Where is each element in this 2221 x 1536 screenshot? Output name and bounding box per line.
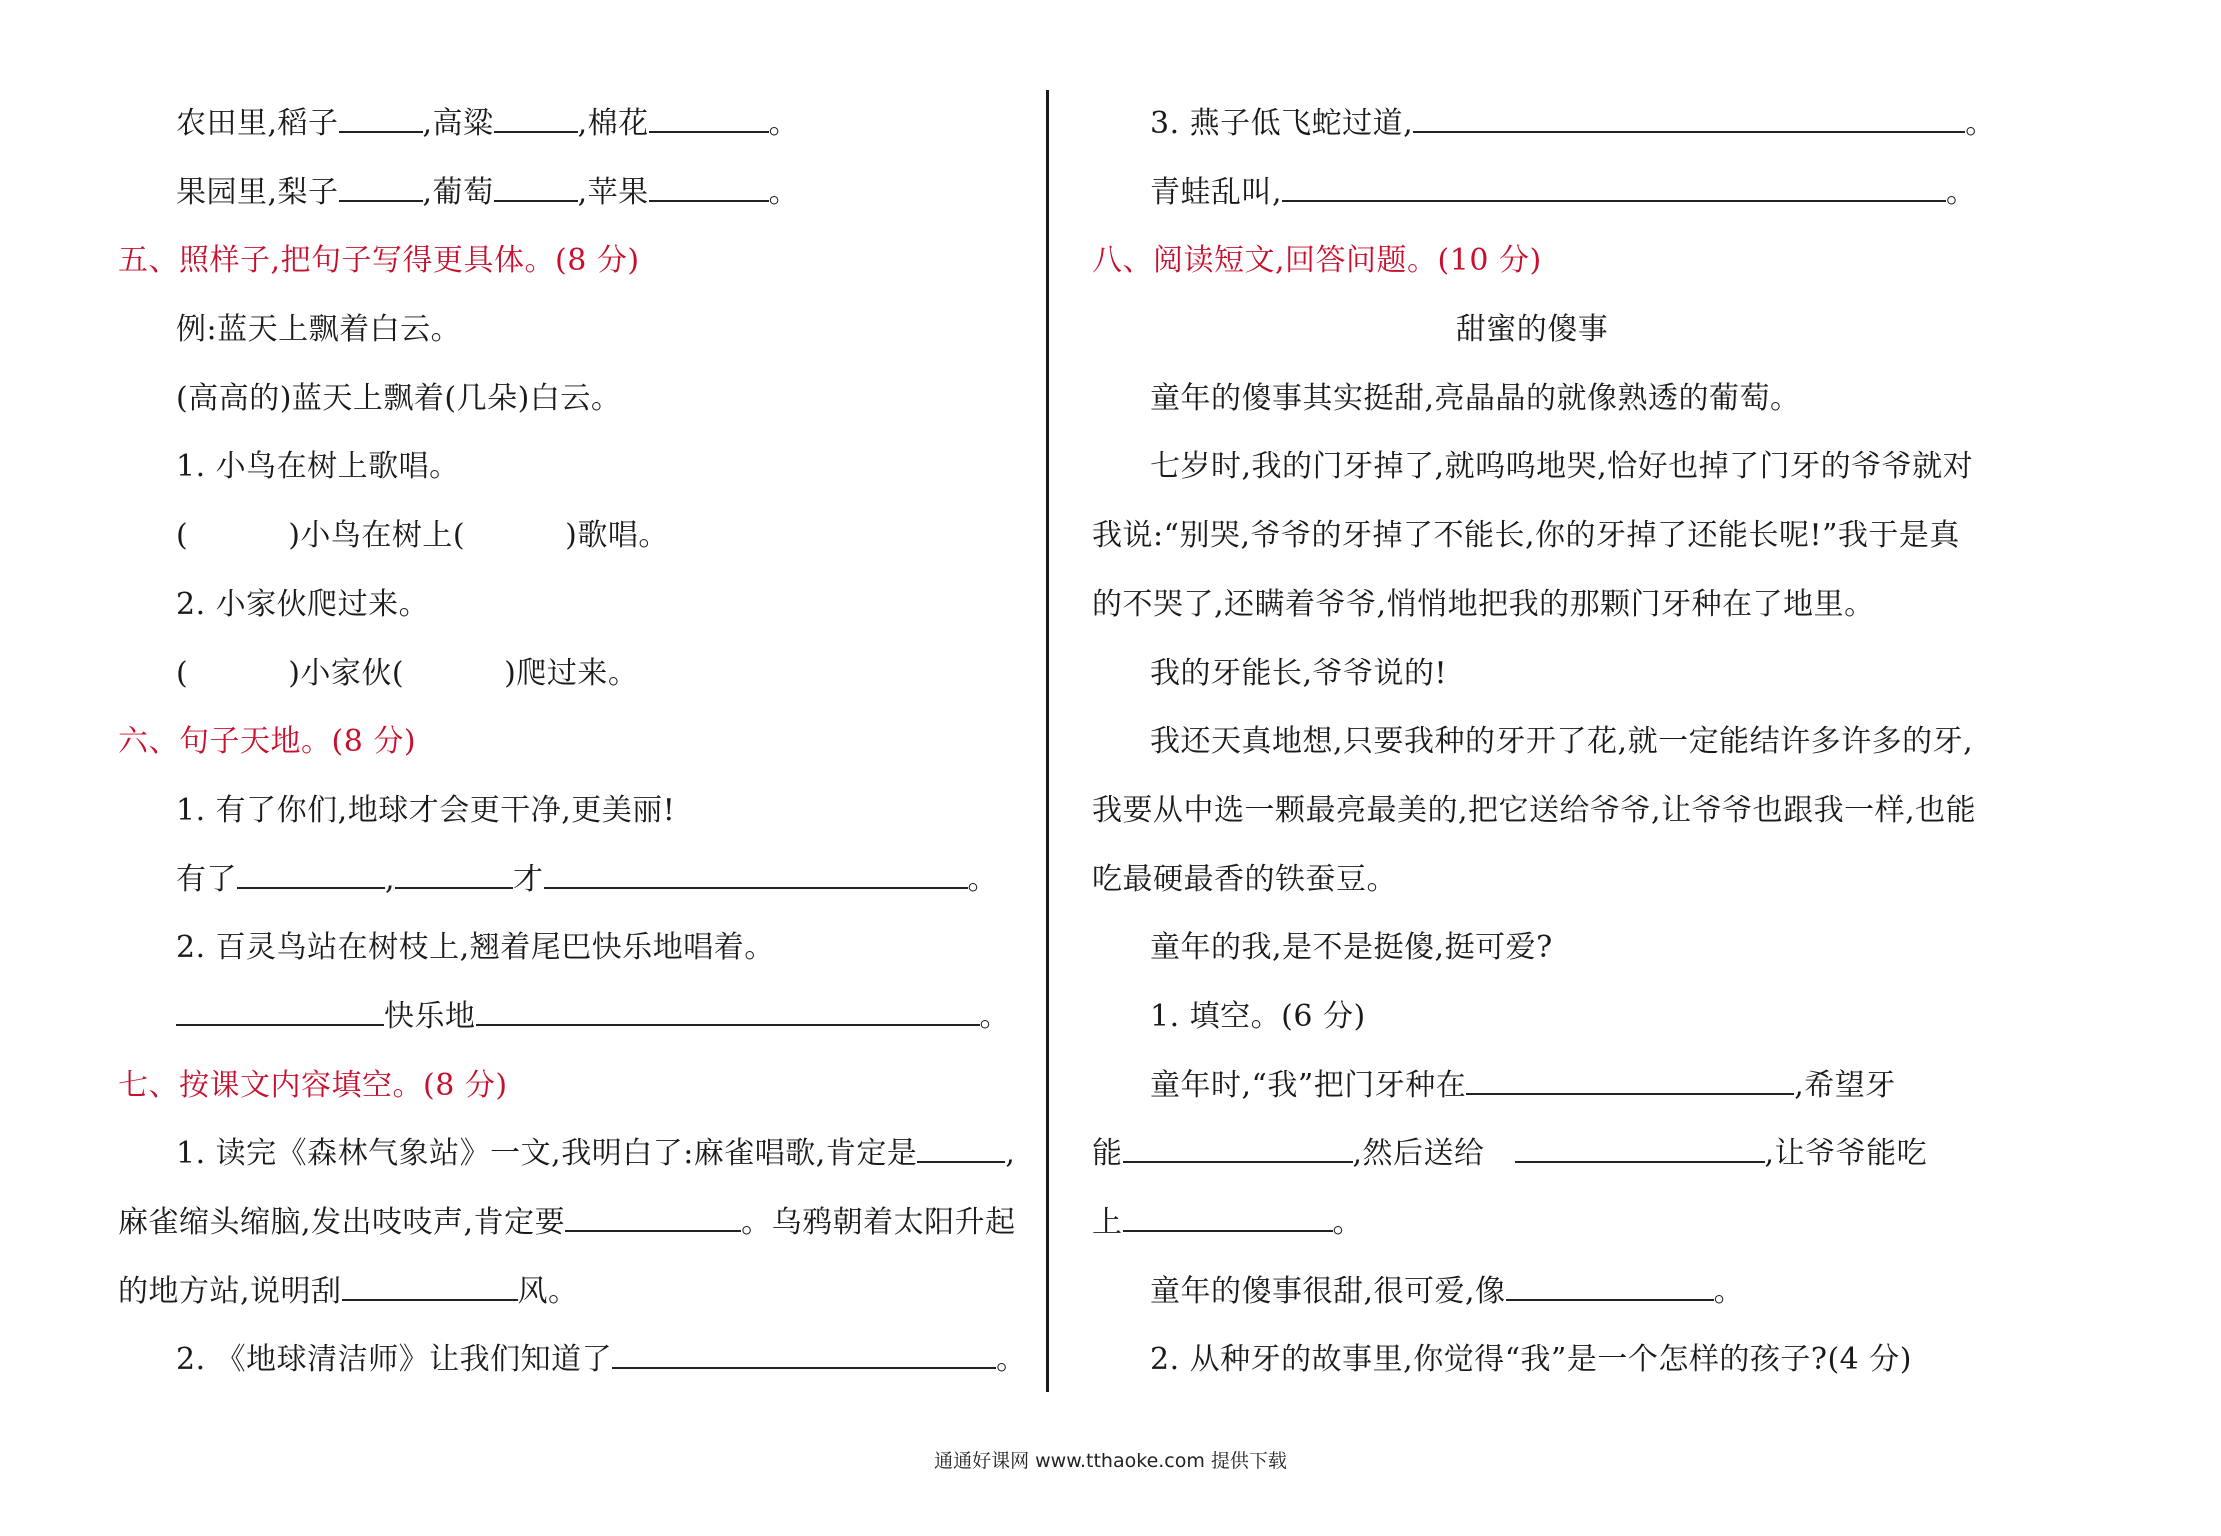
q6-item-2: 2. 百灵鸟站在树枝上,翘着尾巴快乐地唱着。 — [176, 930, 775, 966]
text: 童年的傻事很甜,很可爱,像 — [1150, 1273, 1506, 1309]
blank[interactable] — [237, 861, 385, 889]
blank[interactable] — [917, 1135, 1005, 1163]
text: )小鸟在树上( — [288, 518, 466, 554]
blank[interactable] — [494, 174, 578, 202]
column-divider — [1046, 90, 1049, 1392]
blank[interactable] — [1282, 174, 1946, 202]
text: )小家伙( — [288, 655, 405, 691]
blank[interactable] — [395, 861, 513, 889]
section-7-title: 七、按课文内容填空。(8 分) — [118, 1067, 508, 1103]
text: 麻雀缩头缩脑,发出吱吱声,肯定要 — [118, 1205, 566, 1240]
section-5-title: 五、照样子,把句子写得更具体。(8 分) — [118, 243, 640, 279]
left-column — [118, 90, 1027, 1395]
story-title: 甜蜜的傻事 — [1455, 312, 1609, 348]
blank[interactable] — [1466, 1067, 1794, 1095]
text: 青蛙乱叫, — [1150, 174, 1283, 210]
blank[interactable] — [476, 998, 980, 1026]
blank[interactable] — [1123, 1135, 1353, 1163]
blank[interactable] — [544, 861, 968, 889]
swallow-line — [1092, 90, 1996, 159]
text: 。 — [1713, 1273, 1745, 1309]
q8-item-1-line-4 — [1092, 1258, 1972, 1327]
text: 。 — [1332, 1205, 1363, 1240]
text: )歌唱。 — [565, 518, 669, 554]
q5-item-1-answer — [118, 502, 998, 571]
q5-item-2: 2. 小家伙爬过来。 — [176, 586, 430, 622]
blank[interactable] — [1413, 105, 1965, 133]
q5-item-1: 1. 小鸟在树上歌唱。 — [176, 449, 460, 485]
text: 快乐地 — [384, 998, 476, 1034]
story-paragraph-3: 我的牙能长,爷爷说的! — [1150, 655, 1448, 691]
q8-item-1-line-3 — [1092, 1189, 1972, 1258]
text: ( — [176, 518, 189, 554]
text: ,让爷爷能吃 — [1764, 1136, 1928, 1172]
example-answer: (高高的)蓝天上飘着(几朵)白云。 — [176, 380, 622, 416]
text: ,葡萄 — [422, 174, 494, 210]
blank[interactable] — [339, 174, 423, 202]
q8-item-1-line-2 — [1092, 1120, 1972, 1189]
story-paragraph-2a: 七岁时,我的门牙掉了,就呜呜地哭,恰好也掉了门牙的爷爷就对 — [1150, 449, 1974, 485]
story-paragraph-2c: 的不哭了,还瞒着爷爷,悄悄地把我的那颗门牙种在了地里。 — [1092, 586, 1875, 622]
blank[interactable] — [612, 1341, 996, 1369]
text: 。 — [1965, 106, 1996, 141]
q8-item-1-line-1 — [1092, 1052, 1972, 1121]
orchard-line — [118, 159, 998, 228]
story-paragraph-1: 童年的傻事其实挺甜,亮晶晶的就像熟透的葡萄。 — [1150, 380, 1801, 416]
blank[interactable] — [342, 1273, 518, 1301]
text: 。 — [768, 174, 800, 210]
text: 1. 读完《森林气象站》一文,我明白了:麻雀唱歌,肯定是 — [176, 1136, 918, 1172]
text: , — [385, 861, 396, 897]
story-paragraph-4a: 我还天真地想,只要我种的牙开了花,就一定能结许多许多的牙, — [1150, 724, 1974, 760]
text: 果园里,梨子 — [176, 174, 339, 210]
text: 上 — [1092, 1205, 1123, 1240]
text: 。 — [1946, 174, 1977, 210]
blank[interactable] — [339, 105, 423, 133]
text: 童年时,“我”把门牙种在 — [1150, 1067, 1467, 1103]
blank[interactable] — [649, 174, 769, 202]
story-paragraph-4b: 我要从中选一颗最亮最美的,把它送给爷爷,让爷爷也跟我一样,也能 — [1092, 792, 1977, 828]
blank[interactable] — [1515, 1135, 1765, 1163]
text: 。乌鸦朝着太阳升起 — [741, 1205, 1016, 1240]
story-paragraph-2b: 我说:“别哭,爷爷的牙掉了不能长,你的牙掉了还能长呢!”我于是真 — [1092, 518, 1960, 554]
farmland-line — [118, 90, 998, 159]
text: 。 — [768, 106, 800, 141]
text: 3. 燕子低飞蛇过道, — [1150, 106, 1414, 141]
text: ,苹果 — [577, 174, 649, 210]
section-6-title: 六、句子天地。(8 分) — [118, 724, 417, 760]
q6-item-2-answer — [118, 983, 1010, 1052]
text: 。 — [967, 861, 999, 897]
story-paragraph-5: 童年的我,是不是挺傻,挺可爱? — [1150, 930, 1553, 966]
q6-item-1-answer — [118, 846, 998, 915]
text: , — [1005, 1136, 1016, 1172]
text: 的地方站,说明刮 — [118, 1273, 342, 1309]
blank[interactable] — [649, 105, 769, 133]
blank[interactable] — [1123, 1204, 1333, 1232]
q7-item-1-line-2 — [118, 1189, 1016, 1258]
text: 能 — [1092, 1136, 1123, 1172]
q7-item-2 — [118, 1326, 1027, 1395]
text: 。 — [996, 1342, 1027, 1378]
blank[interactable] — [494, 105, 578, 133]
section-8-title: 八、阅读短文,回答问题。(10 分) — [1092, 243, 1542, 279]
q7-item-1-line-3 — [118, 1258, 998, 1327]
q5-item-2-answer — [118, 640, 998, 709]
text: 才 — [513, 861, 544, 897]
text: 。 — [979, 998, 1010, 1034]
text: ( — [176, 655, 189, 691]
example-sentence: 例:蓝天上飘着白云。 — [176, 312, 462, 348]
text: )爬过来。 — [504, 655, 639, 691]
text: 有了 — [176, 861, 237, 897]
right-column — [1092, 90, 1996, 1395]
footer-source: 通通好课网 www.tthaoke.com 提供下载 — [934, 1450, 1287, 1472]
text: ,棉花 — [577, 106, 649, 141]
story-paragraph-4c: 吃最硬最香的铁蚕豆。 — [1092, 861, 1397, 897]
text: ,希望牙 — [1794, 1067, 1896, 1103]
q8-item-1: 1. 填空。(6 分) — [1150, 998, 1366, 1034]
frog-line — [1092, 159, 1977, 228]
blank[interactable] — [1506, 1273, 1714, 1301]
q7-item-1-line-1 — [118, 1120, 1016, 1189]
text: ,高粱 — [422, 106, 494, 141]
text: ,然后送给 — [1352, 1136, 1485, 1172]
text: 农田里,稻子 — [176, 106, 339, 141]
blank[interactable] — [176, 998, 384, 1026]
blank[interactable] — [565, 1204, 741, 1232]
text: 风。 — [517, 1273, 579, 1309]
text: 2. 《地球清洁师》让我们知道了 — [176, 1342, 613, 1378]
q6-item-1: 1. 有了你们,地球才会更干净,更美丽! — [176, 792, 676, 828]
q8-item-2: 2. 从种牙的故事里,你觉得“我”是一个怎样的孩子?(4 分) — [1150, 1342, 1912, 1378]
